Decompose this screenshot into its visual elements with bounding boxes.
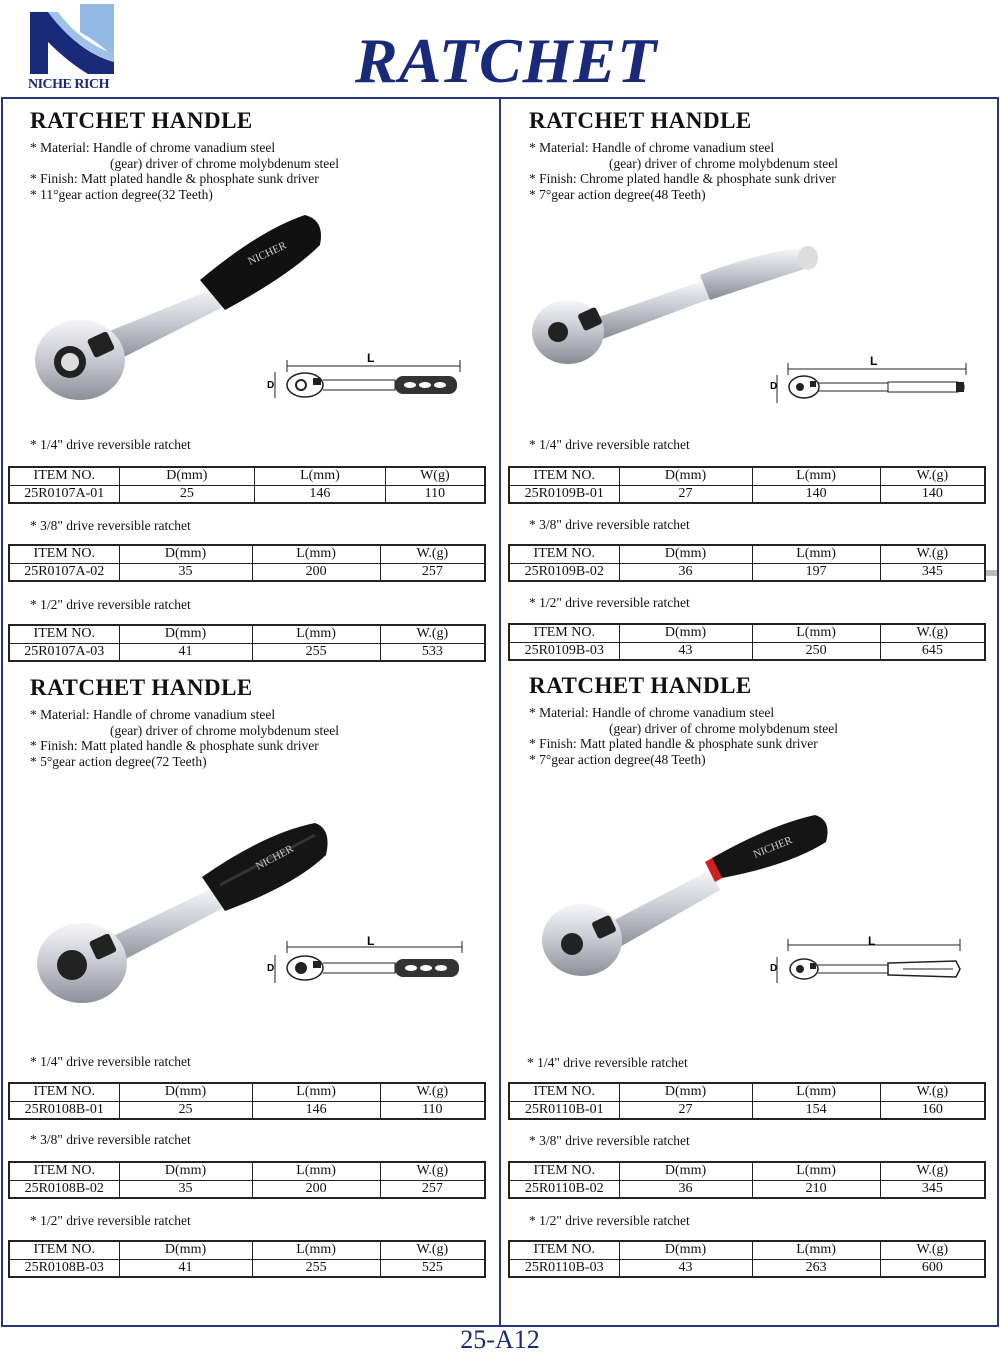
feature-list: [30, 140, 510, 202]
panel-title: RATCHET HANDLE: [529, 108, 752, 133]
col-header: L(mm): [252, 1083, 380, 1101]
length-label: L: [870, 355, 878, 368]
col-header: ITEM NO.: [9, 1083, 119, 1101]
drive-label: * 3/8" drive reversible ratchet: [529, 1133, 690, 1148]
table-cell: 250: [752, 642, 880, 660]
spec-table: [8, 466, 486, 504]
table-cell: 25: [119, 485, 255, 503]
panel-top-left: [30, 108, 510, 202]
feature-gear: * 7°gear action degree(48 Teeth): [529, 751, 706, 767]
col-header: W.(g): [880, 624, 985, 642]
diameter-label: D: [770, 381, 778, 392]
table-cell: 533: [380, 643, 485, 661]
feature-gear: * 7°gear action degree(48 Teeth): [529, 186, 706, 202]
page-number: 25-A12: [460, 1325, 540, 1353]
table-cell: 36: [619, 563, 752, 581]
feature-material-driver: (gear) driver of chrome molybdenum steel: [609, 720, 839, 736]
col-header: L(mm): [752, 467, 880, 485]
col-header: W.(g): [380, 545, 485, 563]
col-header: W.(g): [380, 625, 485, 643]
item-number: 25R0109B-03: [509, 642, 619, 660]
dimension-diagram: [768, 935, 978, 990]
table-cell: 210: [752, 1180, 880, 1198]
col-header: ITEM NO.: [509, 545, 619, 563]
feature-material-driver: (gear) driver of chrome molybdenum steel: [110, 155, 340, 171]
drive-label: * 1/4" drive reversible ratchet: [30, 1054, 191, 1069]
col-header: D(mm): [119, 625, 252, 643]
diameter-label: D: [770, 963, 778, 974]
panel-top-right: [529, 108, 1000, 202]
table-cell: 257: [380, 1180, 485, 1198]
item-number: 25R0108B-01: [9, 1101, 119, 1119]
page-title: RATCHET: [355, 25, 658, 96]
col-header: W.(g): [880, 1241, 985, 1259]
col-header: W(g): [385, 467, 485, 485]
col-header: L(mm): [252, 1241, 380, 1259]
item-number: 25R0109B-02: [509, 563, 619, 581]
table-cell: 160: [880, 1101, 985, 1119]
panel-title: RATCHET HANDLE: [30, 675, 253, 700]
drive-label: * 1/2" drive reversible ratchet: [529, 1213, 690, 1228]
feature-list: [30, 707, 510, 769]
feature-gear: * 5°gear action degree(72 Teeth): [30, 753, 207, 769]
col-header: D(mm): [619, 1083, 752, 1101]
grip-brand-text: NICHER: [751, 834, 795, 861]
table-cell: 36: [619, 1180, 752, 1198]
brand-name: NICHE RICH: [28, 77, 109, 92]
col-header: D(mm): [119, 545, 252, 563]
dimension-diagram: [768, 355, 978, 410]
table-cell: 146: [252, 1101, 380, 1119]
length-label: L: [367, 935, 375, 948]
table-cell: 263: [752, 1259, 880, 1277]
item-number: 25R0108B-02: [9, 1180, 119, 1198]
feature-material: * Material: Handle of chrome vanadium steel: [529, 705, 775, 720]
col-header: ITEM NO.: [509, 1241, 619, 1259]
grip-brand-text: NICHER: [253, 842, 296, 873]
col-header: L(mm): [752, 1083, 880, 1101]
table-cell: 197: [752, 563, 880, 581]
length-label: L: [367, 351, 375, 365]
dimension-diagram: [265, 350, 475, 410]
col-header: L(mm): [255, 467, 386, 485]
col-header: W.(g): [880, 545, 985, 563]
table-cell: 43: [619, 1259, 752, 1277]
panel-title: RATCHET HANDLE: [30, 108, 253, 133]
item-number: 25R0107A-02: [9, 563, 119, 581]
spec-table: [508, 544, 986, 582]
drive-label: * 3/8" drive reversible ratchet: [30, 518, 191, 533]
table-cell: 154: [752, 1101, 880, 1119]
col-header: ITEM NO.: [9, 545, 119, 563]
panel-bottom-right: [529, 673, 1000, 767]
table-cell: 35: [119, 563, 252, 581]
col-header: D(mm): [119, 1083, 252, 1101]
table-cell: 27: [619, 485, 752, 503]
col-header: L(mm): [252, 545, 380, 563]
table-cell: 110: [385, 485, 485, 503]
dimension-diagram: [265, 935, 475, 995]
table-cell: 27: [619, 1101, 752, 1119]
col-header: D(mm): [619, 624, 752, 642]
col-header: W.(g): [380, 1241, 485, 1259]
panel-title: RATCHET HANDLE: [529, 673, 752, 698]
item-number: 25R0110B-03: [509, 1259, 619, 1277]
drive-label: * 1/4" drive reversible ratchet: [529, 437, 690, 452]
grip-brand-text: NICHER: [246, 239, 289, 268]
feature-material-driver: (gear) driver of chrome molybdenum steel: [609, 155, 839, 171]
table-cell: 41: [119, 1259, 252, 1277]
item-number: 25R0110B-01: [509, 1101, 619, 1119]
feature-material: * Material: Handle of chrome vanadium steel: [30, 707, 276, 722]
col-header: D(mm): [619, 467, 752, 485]
feature-finish: * Finish: Matt plated handle & phosphate sunk driver: [30, 171, 319, 186]
feature-material: * Material: Handle of chrome vanadium steel: [30, 140, 276, 155]
table-cell: 200: [252, 1180, 380, 1198]
spec-table: [8, 544, 486, 582]
drive-label: * 1/2" drive reversible ratchet: [30, 1213, 191, 1228]
col-header: ITEM NO.: [509, 1162, 619, 1180]
col-header: D(mm): [119, 1241, 252, 1259]
col-header: L(mm): [252, 625, 380, 643]
feature-material: * Material: Handle of chrome vanadium steel: [529, 140, 775, 155]
table-cell: 345: [880, 1180, 985, 1198]
table-cell: 255: [252, 1259, 380, 1277]
feature-finish: * Finish: Matt plated handle & phosphate sunk driver: [30, 738, 319, 753]
col-header: D(mm): [619, 1241, 752, 1259]
diameter-label: D: [267, 380, 275, 391]
feature-gear: * 11°gear action degree(32 Teeth): [30, 186, 213, 202]
table-cell: 200: [252, 563, 380, 581]
table-cell: 140: [880, 485, 985, 503]
col-header: W.(g): [380, 1162, 485, 1180]
col-header: ITEM NO.: [9, 1241, 119, 1259]
spec-table: [8, 1082, 486, 1120]
col-header: L(mm): [752, 1241, 880, 1259]
item-number: 25R0109B-01: [509, 485, 619, 503]
table-cell: 600: [880, 1259, 985, 1277]
col-header: ITEM NO.: [9, 467, 119, 485]
drive-label: * 1/2" drive reversible ratchet: [30, 597, 191, 612]
ratchet-photo: [530, 240, 830, 370]
col-header: W.(g): [880, 1083, 985, 1101]
panel-bottom-left: [30, 675, 510, 769]
feature-finish: * Finish: Chrome plated handle & phosphate sunk driver: [529, 171, 836, 186]
drive-label: * 1/4" drive reversible ratchet: [30, 437, 191, 452]
drive-label: * 1/2" drive reversible ratchet: [529, 595, 690, 610]
spec-table: [8, 1240, 486, 1278]
col-header: D(mm): [619, 545, 752, 563]
col-header: L(mm): [752, 1162, 880, 1180]
col-header: L(mm): [752, 624, 880, 642]
length-label: L: [868, 935, 876, 948]
drive-label: * 1/4" drive reversible ratchet: [527, 1055, 688, 1070]
item-number: 25R0107A-03: [9, 643, 119, 661]
feature-list: [529, 705, 1000, 767]
table-cell: 645: [880, 642, 985, 660]
col-header: L(mm): [252, 1162, 380, 1180]
item-number: 25R0110B-02: [509, 1180, 619, 1198]
feature-finish: * Finish: Matt plated handle & phosphate sunk driver: [529, 736, 818, 751]
table-cell: 41: [119, 643, 252, 661]
col-header: W.(g): [880, 1162, 985, 1180]
diameter-label: D: [267, 963, 275, 974]
col-header: ITEM NO.: [509, 624, 619, 642]
col-header: W.(g): [880, 467, 985, 485]
drive-label: * 3/8" drive reversible ratchet: [529, 517, 690, 532]
table-cell: 257: [380, 563, 485, 581]
col-header: ITEM NO.: [9, 1162, 119, 1180]
spec-table: [508, 623, 986, 661]
col-header: W.(g): [380, 1083, 485, 1101]
table-cell: 110: [380, 1101, 485, 1119]
spec-table: [508, 1240, 986, 1278]
col-header: D(mm): [119, 1162, 252, 1180]
table-cell: 255: [252, 643, 380, 661]
col-header: ITEM NO.: [509, 1083, 619, 1101]
spec-table: [508, 1161, 986, 1199]
spec-table: [508, 466, 986, 504]
spec-table: [8, 1161, 486, 1199]
table-cell: 43: [619, 642, 752, 660]
table-cell: 146: [255, 485, 386, 503]
spec-table: [8, 624, 486, 662]
table-cell: 525: [380, 1259, 485, 1277]
table-cell: 140: [752, 485, 880, 503]
spec-table: [508, 1082, 986, 1120]
col-header: ITEM NO.: [509, 467, 619, 485]
item-number: 25R0107A-01: [9, 485, 119, 503]
feature-list: [529, 140, 1000, 202]
col-header: ITEM NO.: [9, 625, 119, 643]
item-number: 25R0108B-03: [9, 1259, 119, 1277]
edge-mark: [985, 570, 997, 576]
col-header: D(mm): [119, 467, 255, 485]
feature-material-driver: (gear) driver of chrome molybdenum steel: [110, 722, 340, 738]
col-header: L(mm): [752, 545, 880, 563]
col-header: D(mm): [619, 1162, 752, 1180]
table-cell: 25: [119, 1101, 252, 1119]
table-cell: 345: [880, 563, 985, 581]
drive-label: * 3/8" drive reversible ratchet: [30, 1132, 191, 1147]
table-cell: 35: [119, 1180, 252, 1198]
